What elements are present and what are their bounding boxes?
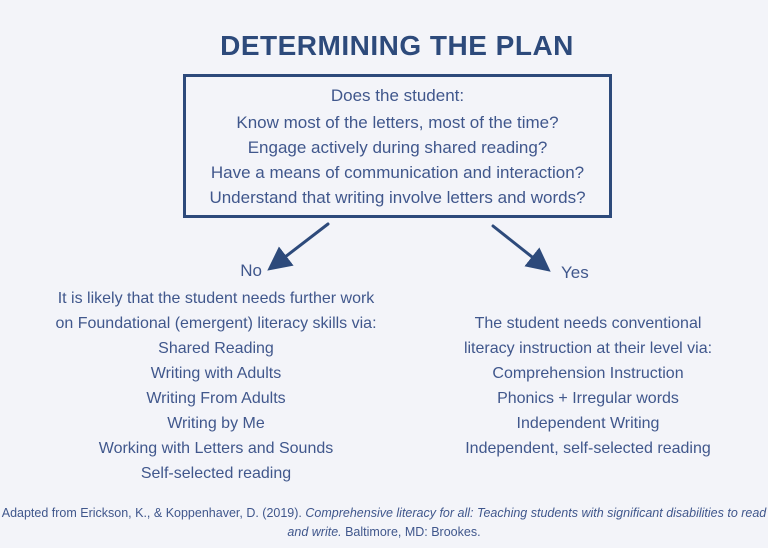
citation: [0, 504, 768, 542]
citation-line: [0, 523, 768, 542]
yes-branch-intro-line: literacy instruction at their level via:: [463, 340, 713, 357]
no-branch-intro-line: It is likely that the student needs further work: [57, 290, 375, 307]
list-item: Working with Letters and Sounds: [98, 440, 334, 457]
list-item: Comprehension Instruction: [492, 365, 684, 382]
question-item: Have a means of communication and interaction?: [210, 163, 585, 182]
yes-branch-content: [408, 311, 768, 461]
no-branch-intro-line: on Foundational (emergent) literacy skills via:: [55, 315, 377, 332]
list-item: Independent, self-selected reading: [465, 440, 711, 457]
no-branch-content: [0, 286, 432, 486]
question-box: [183, 74, 612, 218]
citation-text: Baltimore, MD: Brookes.: [341, 525, 481, 539]
question-item: Engage actively during shared reading?: [247, 138, 548, 157]
yes-arrow-icon: [493, 226, 546, 268]
yes-branch-intro-line: The student needs conventional: [474, 315, 702, 332]
list-item: Writing with Adults: [150, 365, 282, 382]
list-item: Independent Writing: [516, 415, 660, 432]
list-item: Self-selected reading: [140, 465, 292, 482]
question-list: [186, 110, 609, 210]
page-title: DETERMINING THE PLAN: [220, 30, 574, 61]
question-box-heading: Does the student:: [330, 86, 465, 105]
yes-branch-label: Yes: [561, 263, 589, 282]
citation-title-italic: Comprehensive literacy for all: Teaching students with significant disabilities to read: [305, 506, 767, 520]
question-item: Know most of the letters, most of the time?: [236, 113, 559, 132]
list-item: Shared Reading: [158, 340, 274, 357]
list-item: Writing by Me: [167, 415, 265, 432]
list-item: Phonics + Irregular words: [497, 390, 679, 407]
no-arrow-icon: [272, 224, 328, 267]
question-item: Understand that writing involve letters and words?: [209, 188, 586, 207]
list-item: Writing From Adults: [146, 390, 286, 407]
citation-line: [0, 504, 768, 523]
citation-title-italic: and write.: [287, 525, 342, 539]
no-branch-label: No: [240, 261, 262, 280]
citation-text: Adapted from Erickson, K., & Koppenhaver, D. (2019).: [1, 506, 306, 520]
